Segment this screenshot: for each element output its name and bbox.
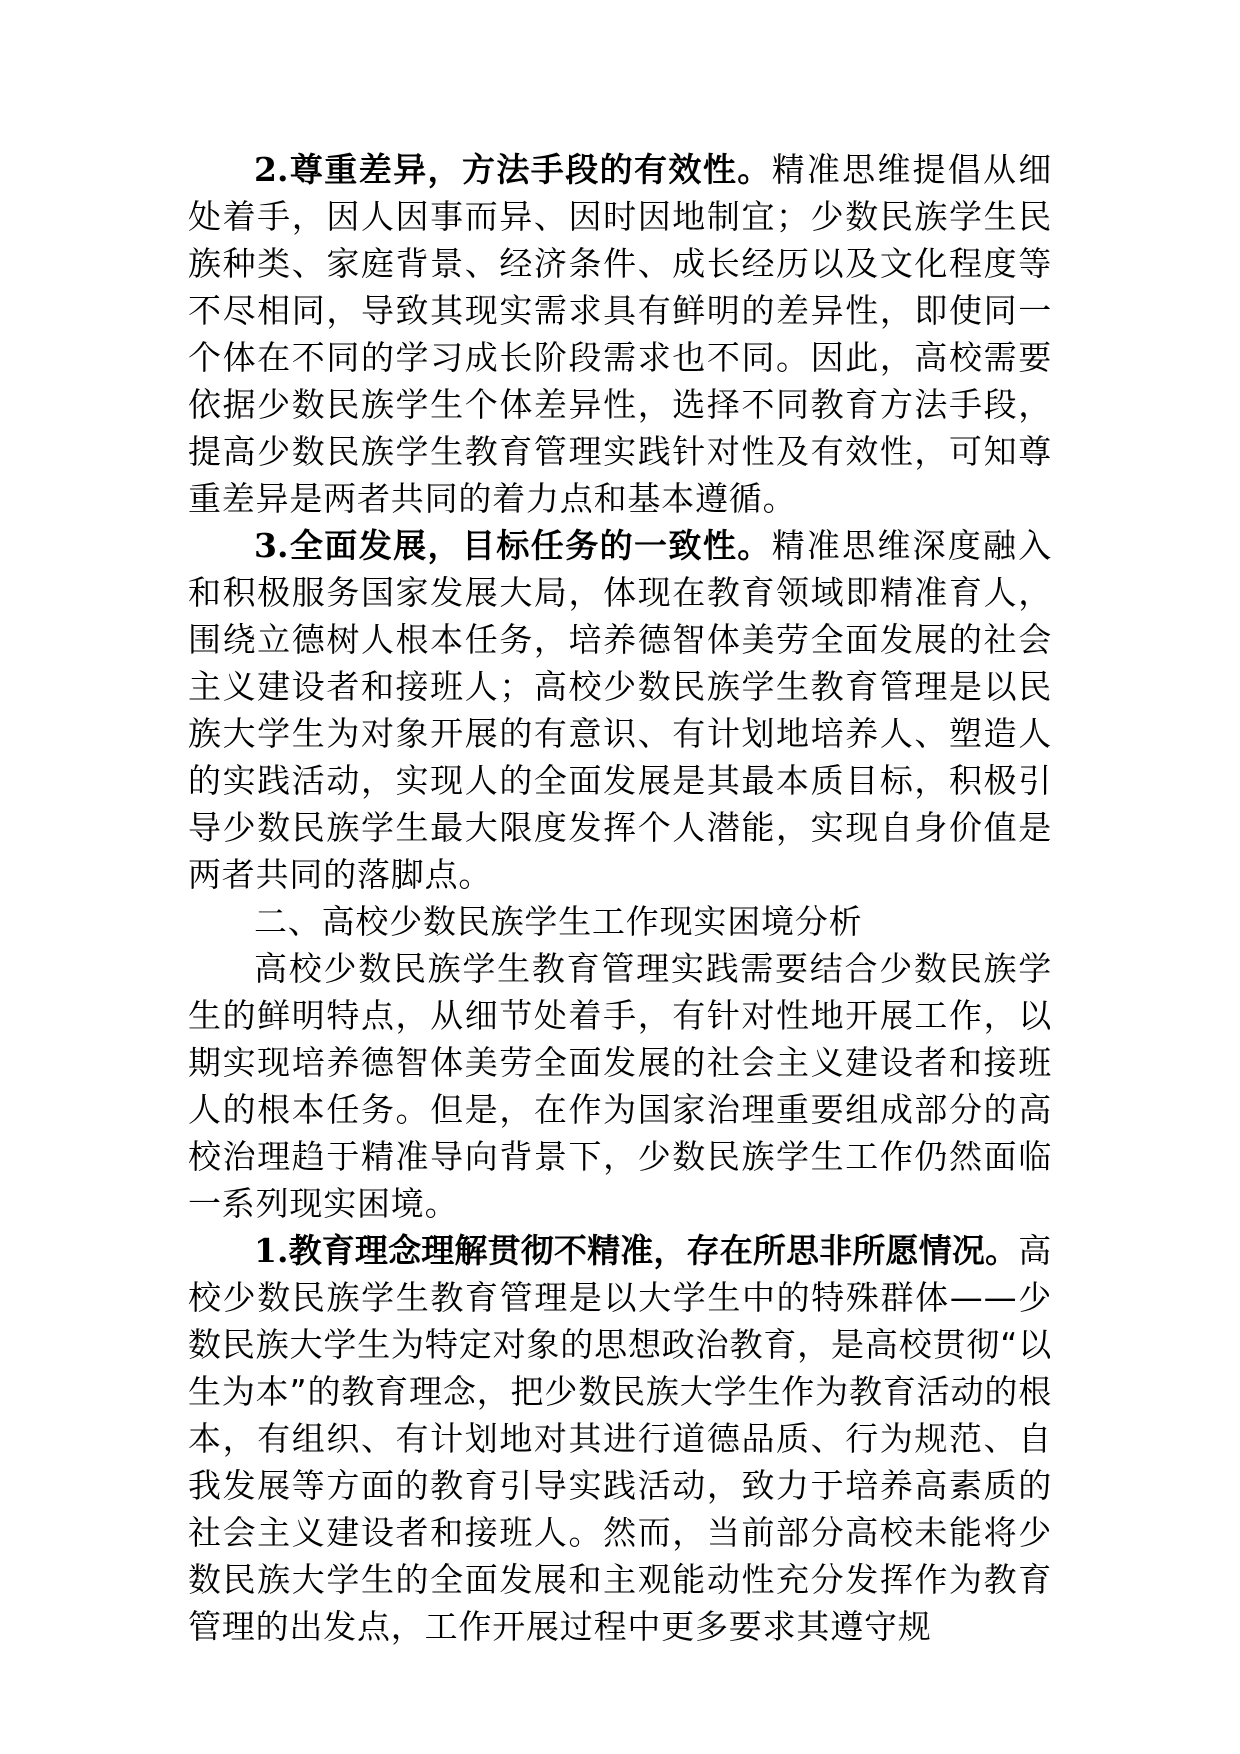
paragraph-body: 高校少数民族学生教育管理实践需要结合少数民族学生的鲜明特点，从细节处着手，有针对性地开展工作，以期实现培养德智体美劳全面发展的社会主义建设者和接班人的根本任务。但是，在作为国家治理重要组成部分的高校治理趋于精准导向背景下，少数民族学生工作仍然面临一系列现实困境。 [188,949,1052,1223]
paragraph-education-concept [188,1227,1052,1650]
paragraph-body: 精准思维深度融入和积极服务国家发展大局，体现在教育领域即精准育人，围绕立德树人根本任务，培养德智体美劳全面发展的社会主义建设者和接班人；高校少数民族学生教育管理是以民族大学生为对象开展的有意识、有计划地培养人、塑造人的实践活动，实现人的全面发展是其最本质目标，积极引导少数民族学生最大限度发挥个人潜能，实现自身价值是两者共同的落脚点。 [188,526,1052,894]
paragraph-lead-heading: 1.教育理念理解贯彻不精准，存在所思非所愿情况。 [254,1231,1019,1270]
paragraph-lead-heading: 2.尊重差异，方法手段的有效性。 [254,150,772,189]
section-heading [188,898,1052,945]
section-heading-text: 二、高校少数民族学生工作现实困境分析 [254,902,863,941]
paragraph-body: 高校少数民族学生教育管理是以大学生中的特殊群体——少数民族大学生为特定对象的思想政治教育，是高校贯彻“以生为本”的教育理念，把少数民族大学生作为教育活动的根本，有组织、有计划地对其进行道德品质、行为规范、自我发展等方面的教育引导实践活动，致力于培养高素质的社会主义建设者和接班人。然而，当前部分高校未能将少数民族大学生的全面发展和主观能动性充分发挥作为教育管理的出发点，工作开展过程中更多要求其遵守规 [188,1231,1052,1646]
paragraph-respect-difference [188,146,1052,522]
document-page [188,146,1052,1650]
paragraph-section-intro [188,945,1052,1227]
paragraph-body: 精准思维提倡从细处着手，因人因事而异、因时因地制宜；少数民族学生民族种类、家庭背景、经济条件、成长经历以及文化程度等不尽相同，导致其现实需求具有鲜明的差异性，即使同一个体在不同的学习成长阶段需求也不同。因此，高校需要依据少数民族学生个体差异性，选择不同教育方法手段，提高少数民族学生教育管理实践针对性及有效性，可知尊重差异是两者共同的着力点和基本遵循。 [188,150,1052,518]
paragraph-lead-heading: 3.全面发展，目标任务的一致性。 [254,526,772,565]
paragraph-all-round-development [188,522,1052,898]
